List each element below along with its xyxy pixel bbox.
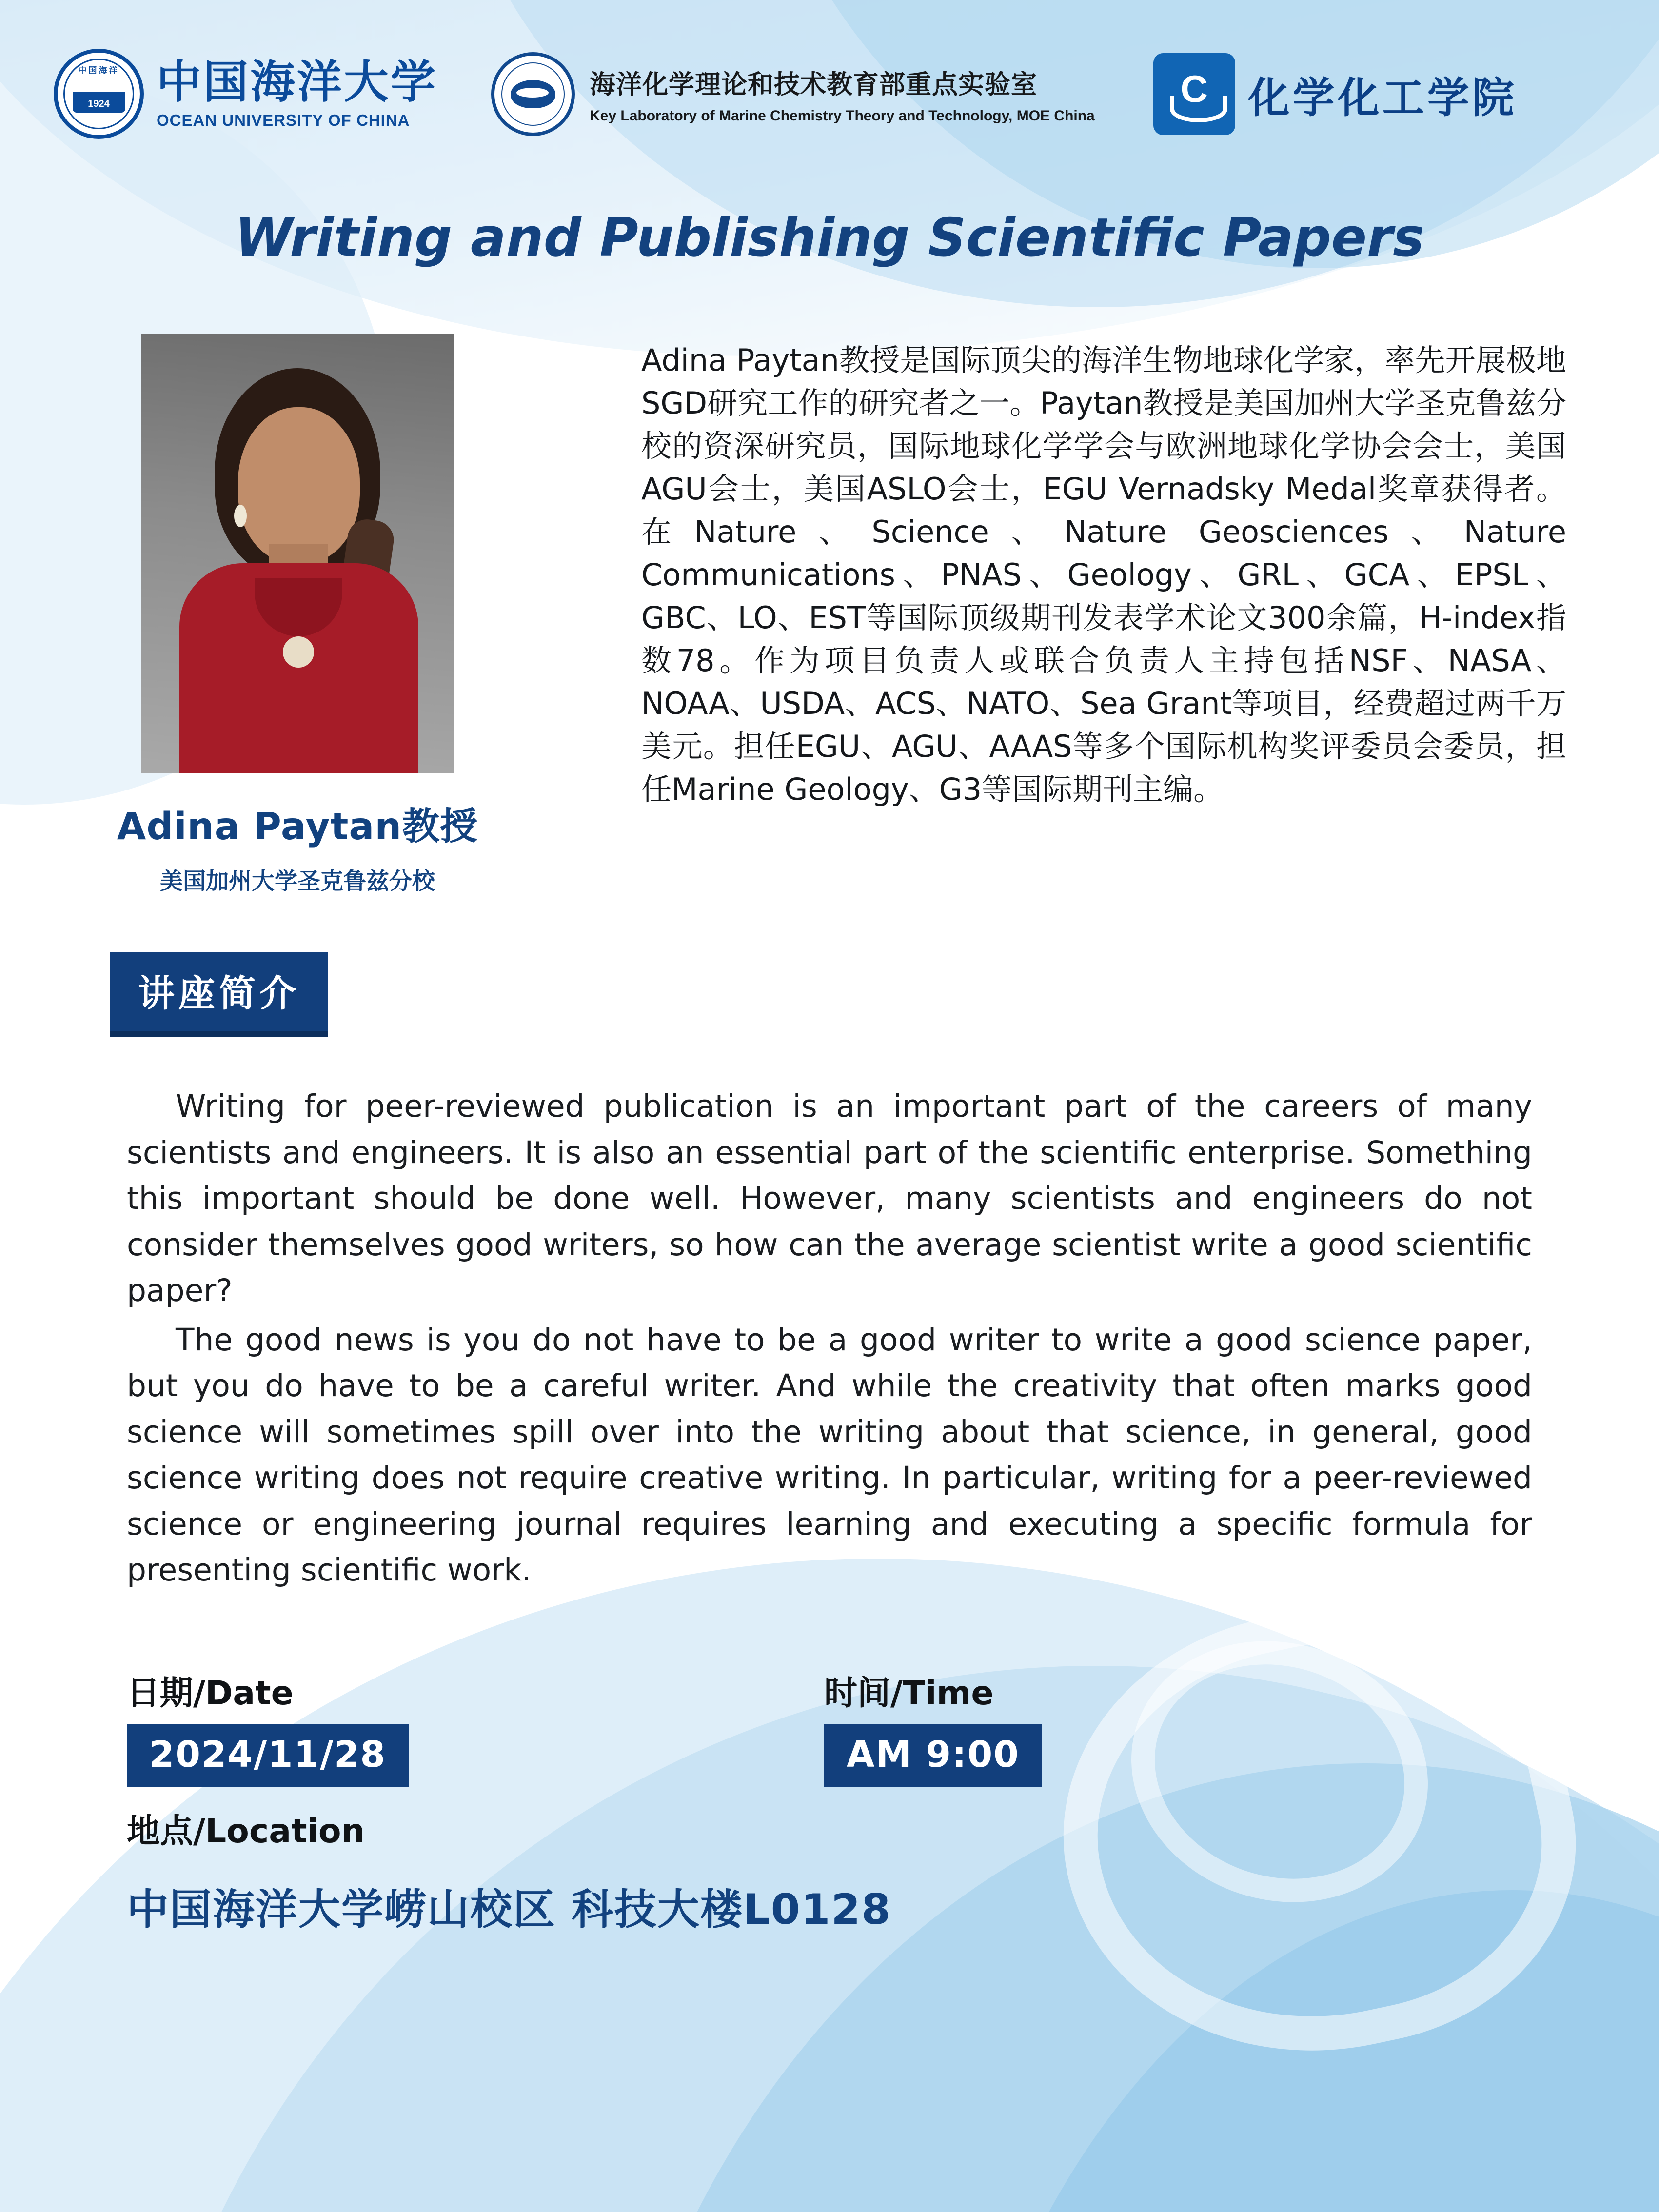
portrait-face-shape <box>238 407 360 563</box>
speaker-name: Adina Paytan教授 <box>117 805 478 849</box>
time-value-badge: AM 9:00 <box>824 1724 1042 1787</box>
lab-name-block <box>590 64 1095 124</box>
event-time-block <box>824 1667 1532 1852</box>
speaker-bio-text: Adina Paytan教授是国际顶尖的海洋生物地球化学家，率先开展极地SGD研究工作的研究者之一。Paytan教授是美国加州大学圣克鲁兹分校的资深研究员，国际地球化学学会与欧洲地球化学协会会士，美国AGU会士，美国ASLO会士，EGU Vernadsky Medal奖章获得者。在Nature、Science、Nature Geosciences、Nature Communications、PNAS、Geology、GRL、GCA、EPSL、GBC、LO、EST等国际顶级期刊发表学术论文300余篇，H-index指数78。作为项目负责人或联合负责人主持包括NSF、NASA、NOAA、USDA、ACS、NATO、Sea Grant等项目，经费超过两千万美元。担任EGU、AGU、AAAS等多个国际机构奖评委员会委员，担任Marine Geology、G3等国际期刊主编。 <box>641 342 1566 808</box>
time-label: 时间/Time <box>824 1674 994 1713</box>
ouc-seal-year: 1924 <box>88 98 110 109</box>
page-title: Writing and Publishing Scientific Papers <box>235 207 1424 268</box>
college-logo-group <box>1153 53 1517 135</box>
ouc-name-block <box>157 56 438 129</box>
abstract-body <box>127 1084 1532 1594</box>
abstract-paragraph-1: Writing for peer-reviewed publication is an important part of the careers of many scientists and engineers. It is also an essential part of the scientific enterprise. Something this important should be done well. However, many scientists and engineers do not consider themselves good writers, so how can the average scientist write a good scientific paper? <box>127 1088 1532 1308</box>
abstract-paragraph-2: The good news is you do not have to be a good writer to write a good science paper, but you do have to be a careful writer. And while the creativity that often marks good science will sometimes spill over into the writing about that science, in general, good science writing does not require creative writing. In particular, writing for a peer-reviewed science or engineering journal requires learning and executing a specific formula for presenting scientific work. <box>127 1322 1532 1588</box>
ouc-seal-emblem <box>73 76 125 113</box>
speaker-portrait-photo <box>141 334 454 773</box>
lab-logo-group <box>491 52 1095 136</box>
lab-seal-icon <box>491 52 575 136</box>
college-name-cn: 化学化工学院 <box>1247 73 1517 122</box>
ouc-name-en: OCEAN UNIVERSITY OF CHINA <box>157 111 410 129</box>
speaker-profile <box>110 334 485 896</box>
ouc-name-cn: 中国海洋大学 <box>157 56 438 108</box>
speaker-affiliation: 美国加州大学圣克鲁兹分校 <box>160 868 435 895</box>
location-label: 地点/Location <box>127 1812 365 1851</box>
ouc-seal-icon <box>54 49 144 139</box>
college-mark-letter: C <box>1180 67 1208 110</box>
lab-name-cn: 海洋化学理论和技术教育部重点实验室 <box>590 69 1038 99</box>
ouc-seal-top-text: 中国海洋 <box>78 66 119 75</box>
location-value: 中国海洋大学崂山校区 科技大楼L0128 <box>127 1885 892 1934</box>
portrait-pendant-shape <box>283 636 314 668</box>
speaker-section <box>0 334 1659 896</box>
logo-bar <box>0 0 1659 139</box>
section-heading-abstract: 讲座简介 <box>110 952 328 1037</box>
lab-seal-emblem <box>511 80 555 108</box>
speaker-bio-column <box>485 339 1566 896</box>
portrait-earring-shape <box>234 505 247 527</box>
event-date-block <box>127 1667 824 1852</box>
date-label: 日期/Date <box>127 1674 294 1713</box>
college-mark-icon <box>1153 53 1235 135</box>
ouc-logo-group <box>54 49 437 139</box>
lab-name-en: Key Laboratory of Marine Chemistry Theory and Technology, MOE China <box>590 107 1095 124</box>
date-value-badge: 2024/11/28 <box>127 1724 409 1787</box>
event-details <box>0 1667 1659 1936</box>
event-details-grid <box>127 1667 1532 1852</box>
